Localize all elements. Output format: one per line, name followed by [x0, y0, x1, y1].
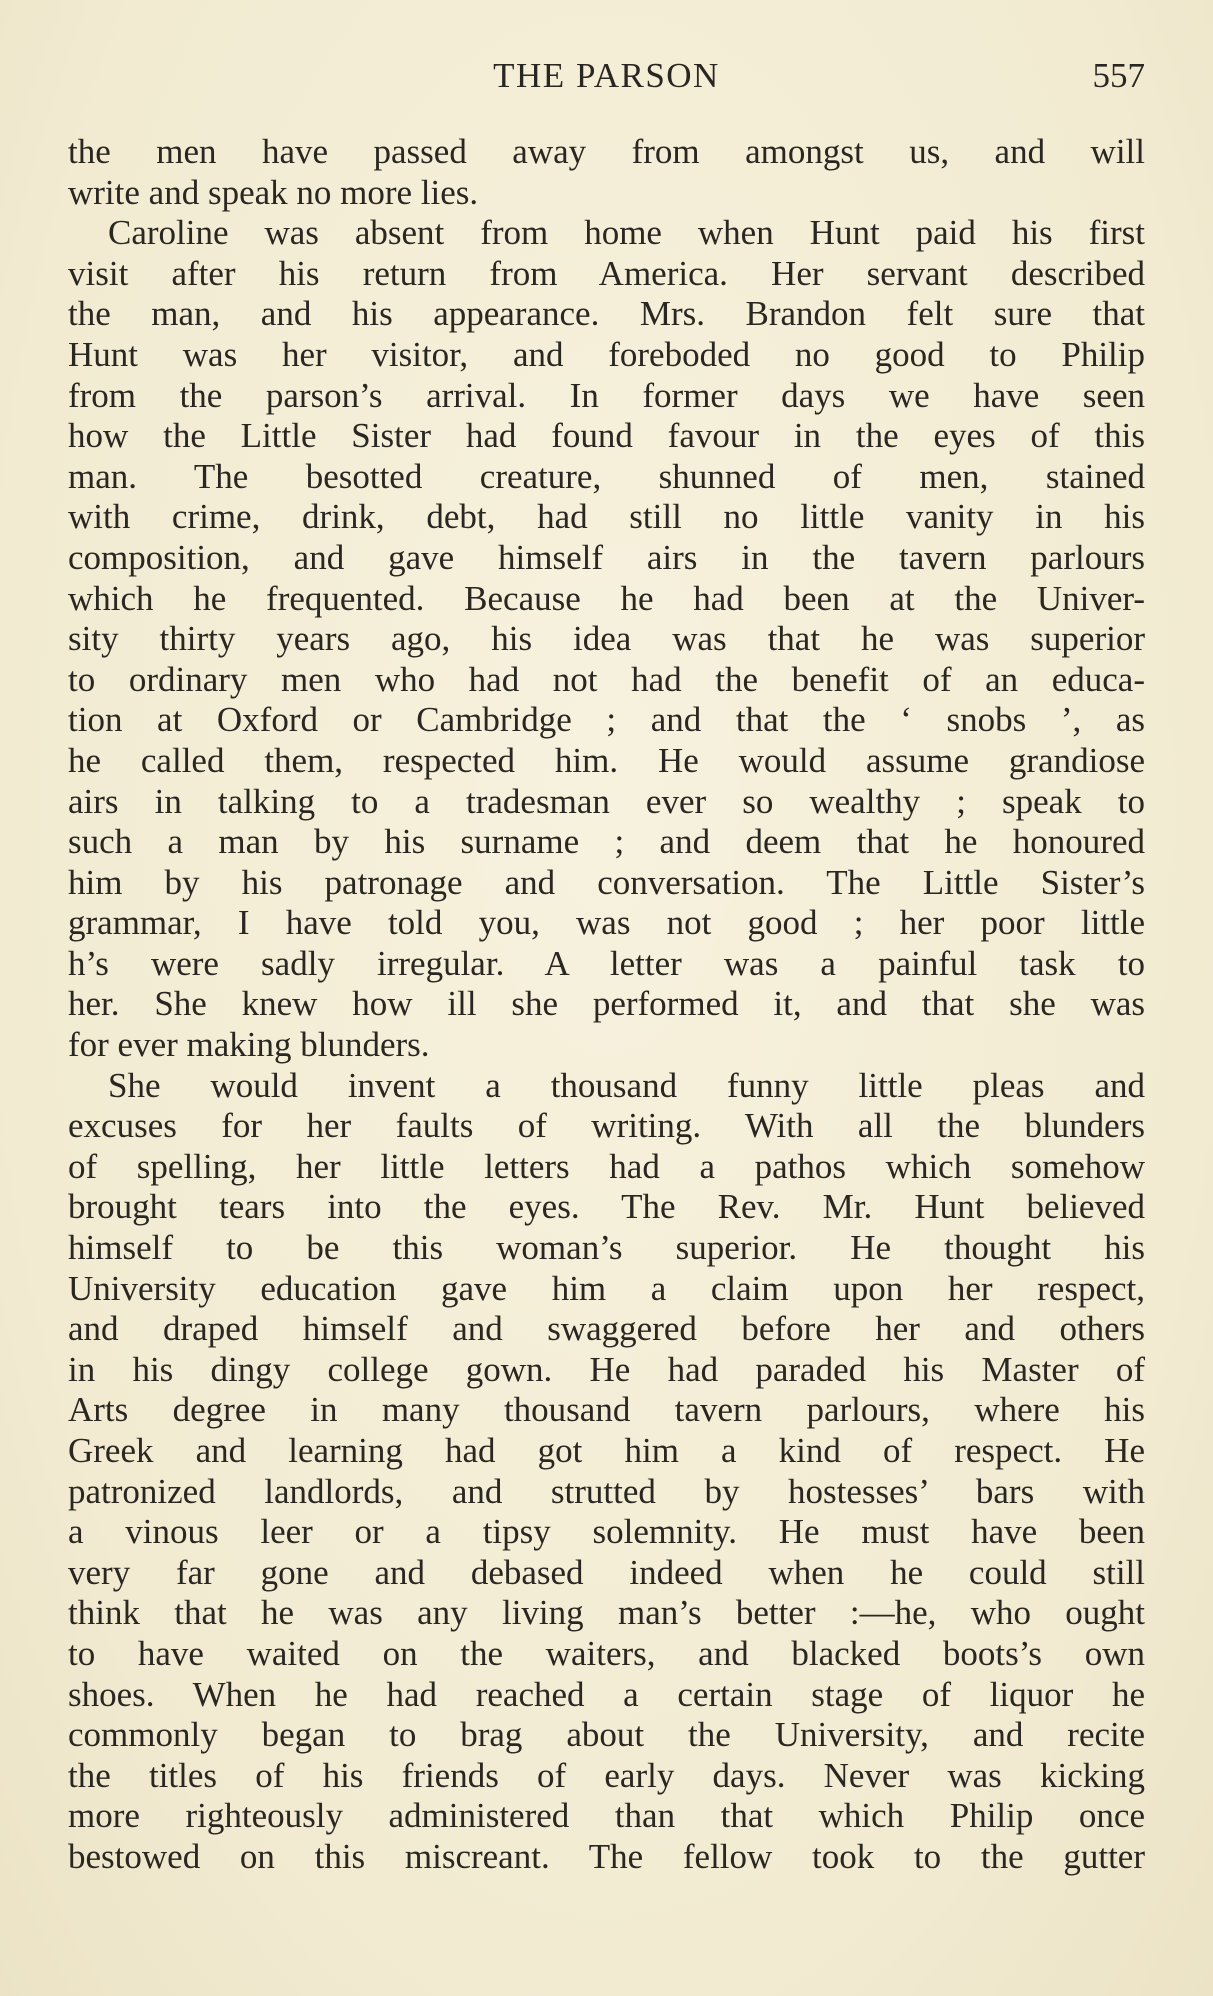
text-line: such a man by his surname ; and deem that he honoured — [68, 822, 1145, 862]
text-line: more righteously administered than that which Philip once — [68, 1796, 1145, 1836]
text-line: tion at Oxford or Cambridge ; and that the ‘ snobs ’, as — [68, 700, 1145, 740]
text-line: She would invent a thousand funny little pleas and — [108, 1065, 1145, 1105]
text-line: shoes. When he had reached a certain stage of liquor he — [68, 1674, 1145, 1714]
text-line: think that he was any living man’s better :—he, who ought — [68, 1593, 1145, 1633]
page-number: 557 — [1092, 56, 1145, 95]
text-line: University education gave him a claim upon her respect, — [68, 1268, 1145, 1308]
text-line: excuses for her faults of writing. With all the blunders — [68, 1106, 1145, 1146]
text-line: her. She knew how ill she performed it, and that she was — [68, 984, 1145, 1024]
body-text — [68, 132, 1145, 1878]
text-line: him by his patronage and conversation. The Little Sister’s — [68, 862, 1145, 902]
text-line: the titles of his friends of early days. Never was kicking — [68, 1755, 1145, 1795]
text-line: man. The besotted creature, shunned of men, stained — [68, 456, 1145, 496]
text-line: to have waited on the waiters, and blacked boots’s own — [68, 1633, 1145, 1673]
text-line: commonly began to brag about the University, and recite — [68, 1715, 1145, 1755]
text-line: the man, and his appearance. Mrs. Brandon felt sure that — [68, 294, 1145, 334]
text-line: himself to be this woman’s superior. He thought his — [68, 1228, 1145, 1268]
text-line: from the parson’s arrival. In former days we have seen — [68, 375, 1145, 415]
text-line: to ordinary men who had not had the benefit of an educa- — [68, 659, 1145, 699]
text-line: very far gone and debased indeed when he could still — [68, 1552, 1145, 1592]
text-line: h’s were sadly irregular. A letter was a painful task to — [68, 943, 1145, 983]
text-line: patronized landlords, and strutted by hostesses’ bars with — [68, 1471, 1145, 1511]
text-line: for ever making blunders. — [68, 1025, 430, 1065]
text-line: Caroline was absent from home when Hunt paid his first — [108, 213, 1145, 253]
text-line: the men have passed away from amongst us, and will — [68, 132, 1145, 171]
text-line: he called them, respected him. He would assume grandiose — [68, 740, 1145, 780]
text-line: visit after his return from America. Her servant described — [68, 253, 1145, 293]
text-line: sity thirty years ago, his idea was that he was superior — [68, 619, 1145, 659]
text-line: which he frequented. Because he had been at the Univer- — [68, 578, 1145, 618]
running-head — [68, 56, 1145, 100]
text-line: a vinous leer or a tipsy solemnity. He must have been — [68, 1512, 1145, 1552]
text-line: bestowed on this miscreant. The fellow took to the gutter — [68, 1836, 1145, 1876]
running-title: THE PARSON — [493, 56, 720, 95]
text-line: how the Little Sister had found favour in the eyes of this — [68, 416, 1145, 456]
text-line: and draped himself and swaggered before her and others — [68, 1309, 1145, 1349]
text-line: Hunt was her visitor, and foreboded no good to Philip — [68, 334, 1145, 374]
text-line: grammar, I have told you, was not good ; her poor little — [68, 903, 1145, 943]
text-line: airs in talking to a tradesman ever so wealthy ; speak to — [68, 781, 1145, 821]
text-line: brought tears into the eyes. The Rev. Mr. Hunt believed — [68, 1187, 1145, 1227]
text-line: in his dingy college gown. He had paraded his Master of — [68, 1349, 1145, 1389]
text-line: of spelling, her little letters had a pathos which somehow — [68, 1146, 1145, 1186]
text-line: Arts degree in many thousand tavern parlours, where his — [68, 1390, 1145, 1430]
text-line: write and speak no more lies. — [68, 172, 479, 212]
text-line: composition, and gave himself airs in the tavern parlours — [68, 537, 1145, 577]
text-line: with crime, drink, debt, had still no little vanity in his — [68, 497, 1145, 537]
text-line: Greek and learning had got him a kind of respect. He — [68, 1431, 1145, 1470]
